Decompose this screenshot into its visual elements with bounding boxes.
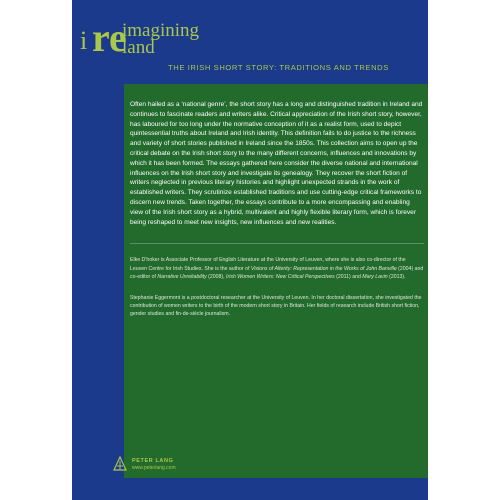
divider <box>130 243 424 244</box>
publisher-name: PETER LANG <box>132 458 174 464</box>
bio-text: (2004) and co-editor of <box>130 265 424 281</box>
logo-letters-re: re <box>92 15 127 60</box>
book-title: Visions of Alterity: Representation in the Works of John Banville <box>250 265 397 272</box>
editor-bio-dhoker <box>130 256 424 281</box>
logo-word-land: land <box>122 37 155 58</box>
book-description: Often hailed as a ‘national genre’, the short story has a long and distinguished tradition in Ireland and continues to fascinate readers and writers alike. Critical appreciation of the Irish short story, however, has laboured for too long under the normative conception of it as a realist form, used to depict quintessential truths about Ireland and Irish identity. This definition fails to do justice to the richness and variety of short stories published in Ireland since the 1850s. This collection aims to open up the critical debate on the Irish short story to the many different concerns, influences and innovations by which it has been formed. The essays gathered here consider the diverse national and international influences on the Irish short story and investigate its genealogy. They recover the short fiction of writers neglected in previous literary histories and highlight unexpected strands in the work of established writers. They scrutinize established traditions and use cutting-edge critical frameworks to discern new trends. Taken together, the essays contribute to a more encompassing and enabling view of the Irish short story as a hybrid, multivalent and highly flexible literary form, which is forever being reshaped to meet new insights, new influences and new realities. <box>130 101 423 226</box>
blurb-panel <box>124 84 428 478</box>
publisher-url: www.peterlang.com <box>132 465 176 471</box>
series-subtitle: THE IRISH SHORT STORY: TRADITIONS AND TRENDS <box>168 63 389 72</box>
logo-letter-i: i <box>80 26 88 55</box>
back-cover <box>72 0 428 500</box>
bio-text: (2013). <box>387 274 406 281</box>
book-title: Mary Lavin <box>362 274 388 281</box>
publisher-logo-icon <box>112 456 128 472</box>
bio-text: Elke D’hoker is Associate Professor of English Literature at the University of Leuven, where she is also co-director of the Leuven Centre for Irish Studies. She is the author of <box>130 257 406 272</box>
editor-bio-eggermont: Stephanie Eggermont is a postdoctoral researcher at the University of Leuven. In her doctoral dissertation, she investigated the contribution of women writers to the birth of the modern short story in Britain. Her fields of research include British short fiction, gender studies and fin-de-siècle journalism. <box>130 294 422 318</box>
book-title: Narrative Unreliability <box>157 274 207 281</box>
bio-text: (2008), <box>206 274 227 281</box>
publisher-block <box>112 456 232 484</box>
series-logo <box>80 15 280 60</box>
book-title: Irish Women Writers: New Critical Perspectives <box>226 274 335 281</box>
bio-text: (2011) and <box>334 274 363 281</box>
logo-word-imagining: imagining <box>122 20 200 41</box>
